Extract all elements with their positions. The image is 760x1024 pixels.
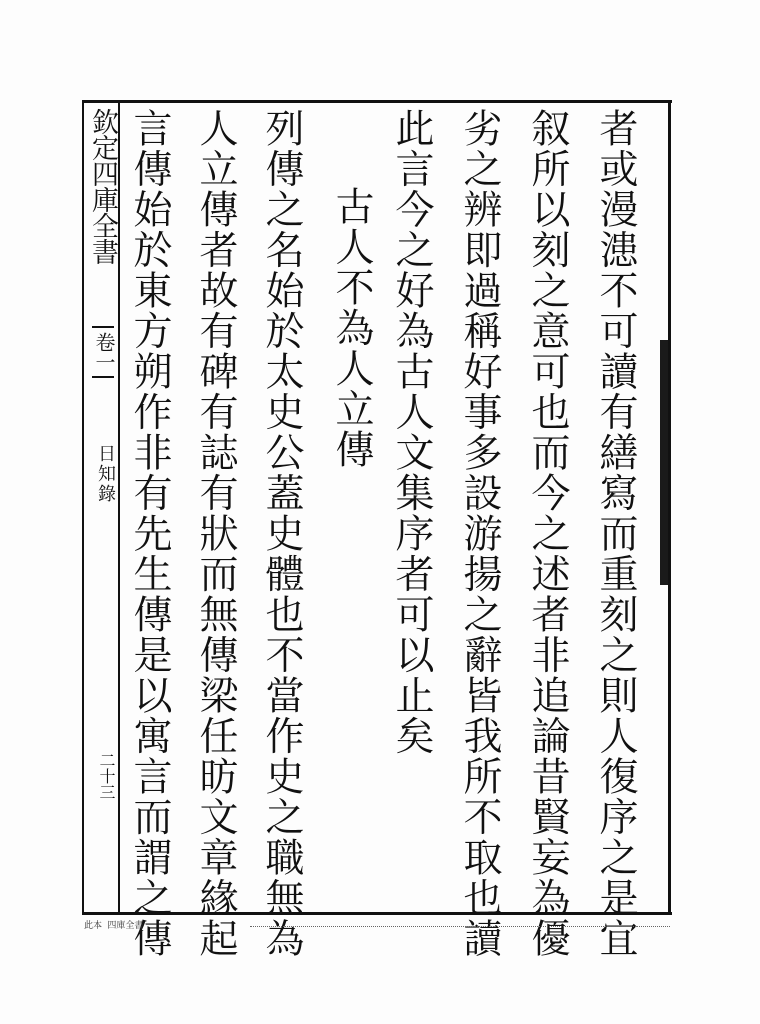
text-column-4: 此言今之好為古人文集序者可以止矣 bbox=[389, 108, 434, 756]
binding-mark bbox=[660, 340, 668, 585]
footer-dotted-line bbox=[250, 926, 670, 928]
margin-page-number: 二十三 bbox=[97, 752, 116, 800]
frame-left-inner-border bbox=[118, 100, 120, 915]
margin-volume-label: 卷一 bbox=[92, 326, 114, 378]
text-column-8: 言傳始於東方朔作非有先生傳是以寓言而謂之傳 bbox=[127, 108, 172, 959]
text-column-7: 人立傳者故有碑有誌有狀而無傳梁任昉文章緣起 bbox=[193, 108, 238, 959]
text-column-2: 叙所以刻之意可也而今之述者非追論昔賢妄為優 bbox=[525, 108, 570, 959]
frame-top-border bbox=[82, 100, 672, 103]
text-column-6: 列傳之名始於太史公蓋史體也不當作史之職無為 bbox=[259, 108, 304, 959]
section-heading: 古人不為人立傳 bbox=[329, 186, 374, 470]
margin-book-title: 日知錄 bbox=[95, 444, 116, 504]
text-column-3: 劣之辨即過稱好事多設游揚之辭皆我所不取也讀 bbox=[457, 108, 502, 959]
footer-scan-note: 此本 四庫全書 bbox=[84, 921, 144, 931]
margin-collection-title: 欽定四庫全書 bbox=[87, 108, 118, 264]
frame-left-outer-border bbox=[82, 100, 84, 915]
text-column-1: 者或漫漶不可讀有繕寫而重刻之則人復序之是宜 bbox=[593, 108, 638, 959]
frame-right-border bbox=[668, 100, 671, 915]
